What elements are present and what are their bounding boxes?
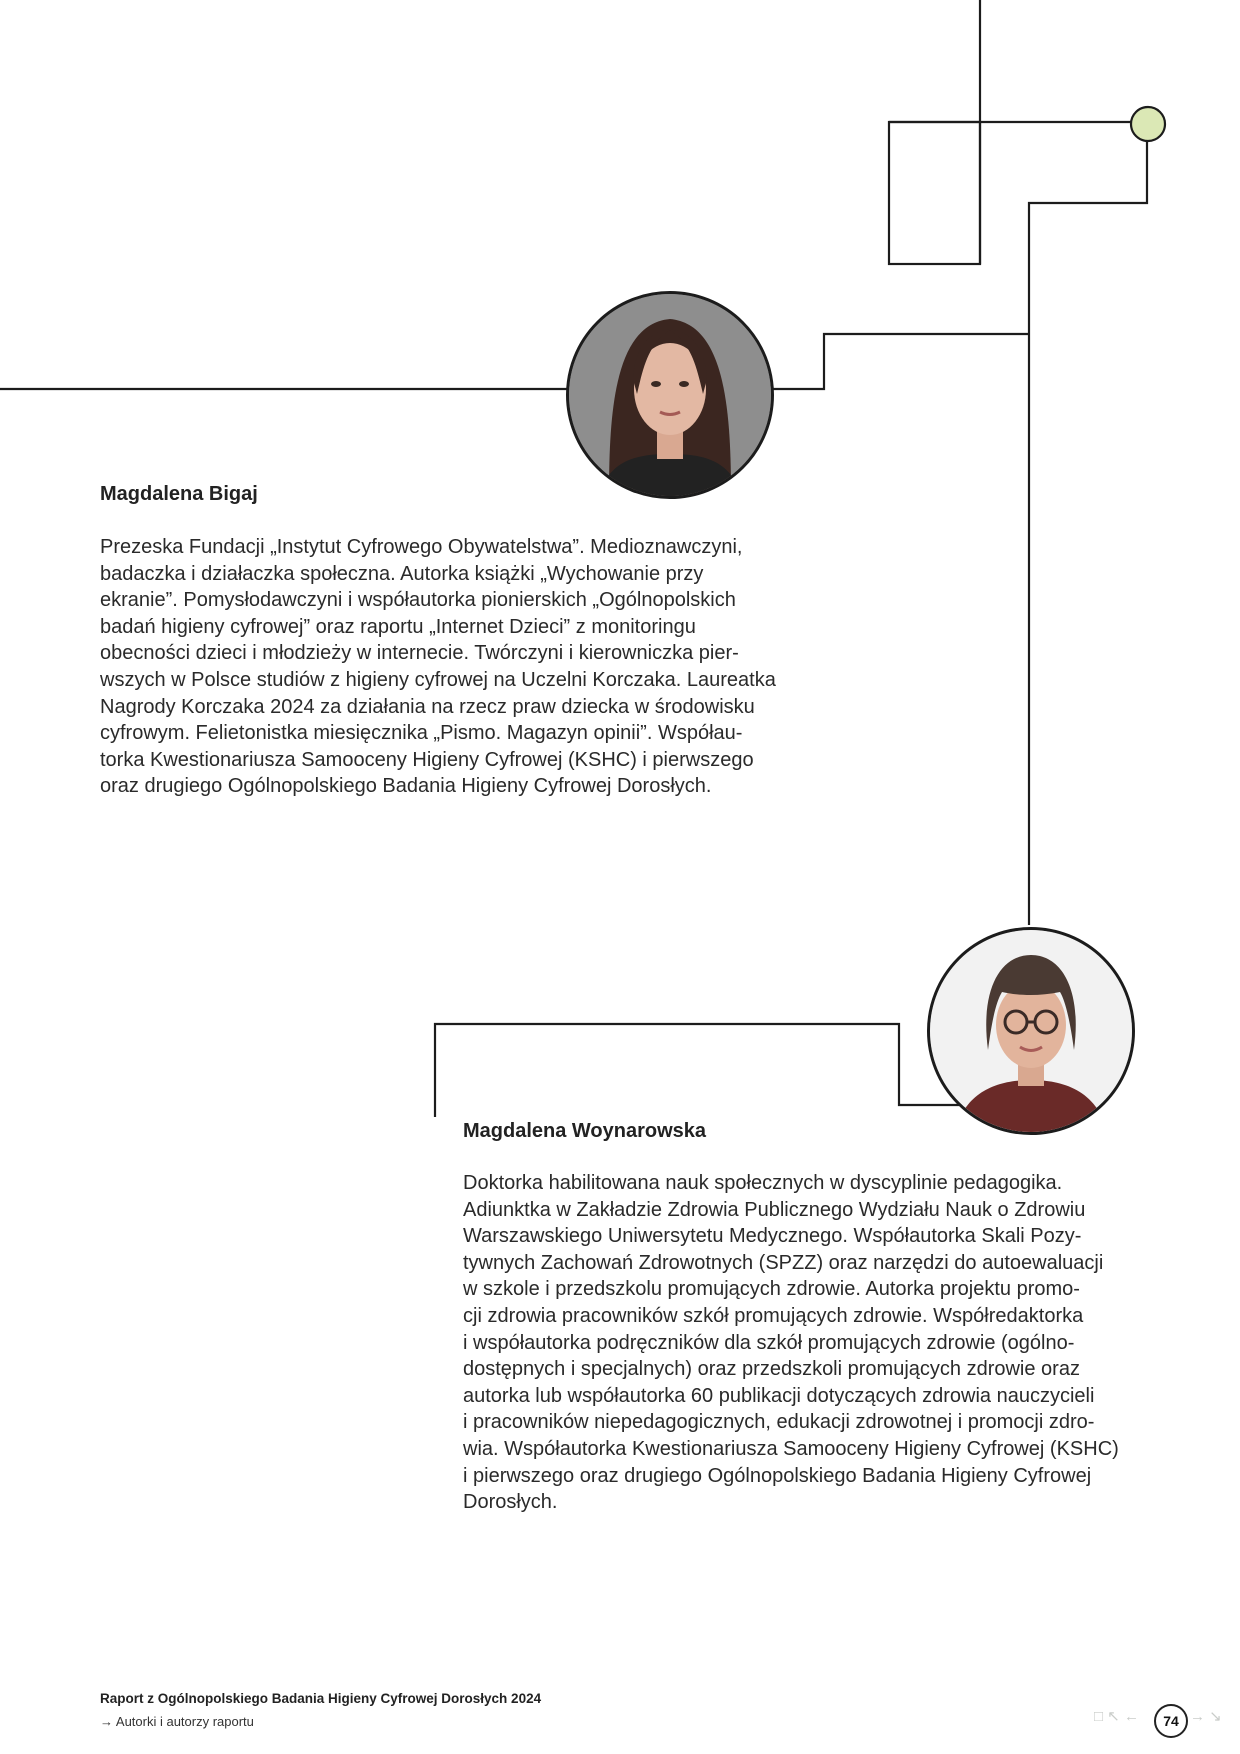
accent-dot: [1131, 107, 1165, 141]
bio-line: cyfrowym. Felietonistka miesięcznika „Pismo. Magazyn opinii”. Współau-: [100, 722, 743, 745]
page-number: 74: [1154, 1704, 1188, 1738]
bio-line: dostępnych i specjalnych) oraz przedszkoli promujących zdrowie oraz: [463, 1358, 1080, 1381]
bio-line: wia. Współautorka Kwestionariusza Samooceny Higieny Cyfrowej (KSHC): [463, 1437, 1119, 1460]
nav-right-icons[interactable]: → ↘: [1190, 1708, 1222, 1725]
portrait-bigaj: [566, 291, 774, 499]
bio-line: Doktorka habilitowana nauk społecznych w dyscyplinie pedagogika.: [463, 1172, 1063, 1194]
author-bio: [463, 1170, 1119, 1516]
author-name: Magdalena Woynarowska: [463, 1120, 707, 1142]
bio-line: Prezeska Fundacji „Instytut Cyfrowego Obywatelstwa”. Medioznawczyni,: [100, 536, 743, 558]
footer-report-title: Raport z Ogólnopolskiego Badania Higieny Cyfrowej Dorosłych 2024: [100, 1691, 542, 1706]
bio-line: Warszawskiego Uniwersytetu Medycznego. Współautorka Skali Pozy-: [463, 1225, 1082, 1248]
portrait-photo-woynarowska: [930, 930, 1132, 1132]
bio-line: i współautorka podręczników dla szkół promujących zdrowie (ogólno-: [463, 1331, 1075, 1354]
portrait-woynarowska: [927, 927, 1135, 1135]
bio-line: obecności dzieci i młodzieży w internecie. Twórczyni i kierowniczka pier-: [100, 642, 739, 665]
bio-line: cji zdrowia pracowników szkół promujących zdrowie. Współredaktorka: [463, 1304, 1084, 1327]
bio-line: w szkole i przedszkolu promujących zdrowie. Autorka projektu promo-: [463, 1278, 1080, 1301]
bio-line: ekranie”. Pomysłodawczyni i współautorka pionierskich „Ogólnopolskich: [100, 589, 736, 612]
bio-line: i pierwszego oraz drugiego Ogólnopolskiego Badania Higieny Cyfrowej: [463, 1464, 1092, 1487]
author-name: Magdalena Bigaj: [100, 483, 258, 505]
bio-line: torka Kwestionariusza Samooceny Higieny Cyfrowej (KSHC) i pierwszego: [100, 748, 754, 771]
bio-line: wszych w Polsce studiów z higieny cyfrowej na Uczelni Korczaka. Laureatka: [100, 668, 776, 691]
portrait-photo-bigaj: [569, 294, 771, 496]
bio-line: Nagrody Korczaka 2024 za działania na rzecz praw dziecka w środowisku: [100, 695, 755, 718]
bio-line: oraz drugiego Ogólnopolskiego Badania Higieny Cyfrowej Dorosłych.: [100, 775, 712, 798]
bio-line: Adiunktka w Zakładzie Zdrowia Publicznego Wydziału Nauk o Zdrowiu: [463, 1198, 1086, 1221]
author-bio: [100, 534, 776, 800]
bio-line: Dorosłych.: [463, 1491, 558, 1514]
bio-line: badań higieny cyfrowej” oraz raportu „Internet Dzieci” z monitoringu: [100, 615, 696, 638]
bio-line: autorka lub współautorka 60 publikacji dotyczących zdrowia nauczycieli: [463, 1384, 1095, 1407]
bio-line: tywnych Zachowań Zdrowotnych (SPZZ) oraz narzędzi do autoewaluacji: [463, 1251, 1104, 1274]
bio-line: i pracowników niepedagogicznych, edukacji zdrowotnej i promocji zdro-: [463, 1411, 1095, 1434]
footer-section-link[interactable]: → Autorki i autorzy raportu: [100, 1714, 254, 1729]
nav-left-icons[interactable]: □ ↖ ←: [1094, 1708, 1139, 1725]
bio-line: badaczka i działaczka społeczna. Autorka książki „Wychowanie przy: [100, 562, 704, 585]
